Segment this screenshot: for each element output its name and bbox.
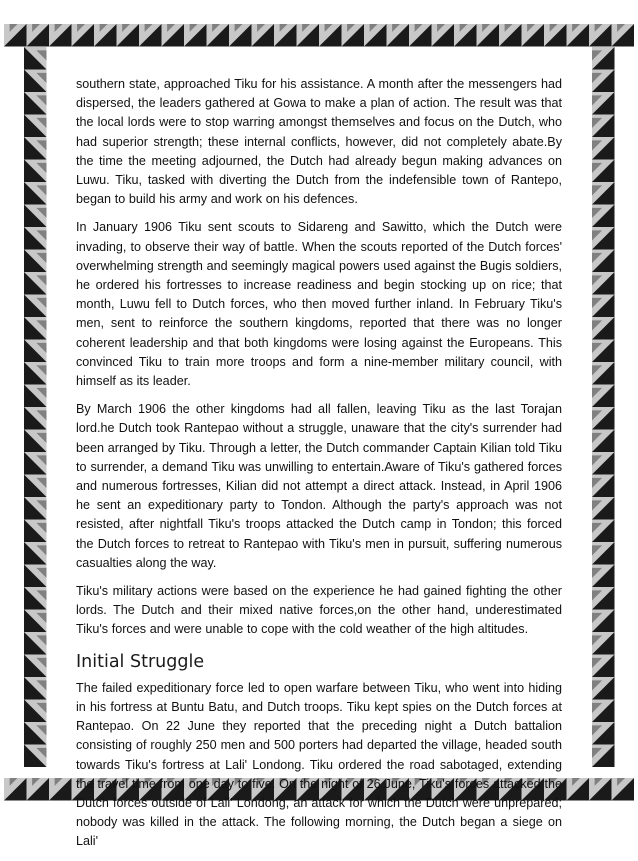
body-paragraph: The failed expeditionary force led to open warfare between Tiku, who went into hiding in his fortress at Buntu Batu, and Dutch troops. Tiku kept spies on the Dutch forces at Rantepao. On 22 June they reported that the preceding night a Dutch battalion consisting of roughly 250 men and 500 porters had departed the village, headed south towards Tiku's fortress at Lali' Londong. Tiku ordered the road sabotaged, extending the travel time from one day to five. On the night of 26 June, Tiku's forces attacked the Dutch forces outside of Lali' Londong, an attack for which the Dutch were unprepared; nobody was killed in the attack. The following morning, the Dutch began a siege on Lali' [76, 680, 562, 849]
border-left-pattern [24, 47, 47, 767]
document-body [76, 75, 562, 861]
body-paragraph: In January 1906 Tiku sent scouts to Sidareng and Sawitto, which the Dutch were invading, to observe their way of battle. When the scouts reported of the Dutch forces' overwhelming strength and seemingly magical powers used against the Bugis soldiers, he ordered his fortresses to increase readiness and begin stocking up on rice; that month, Luwu fell to Dutch forces, who then moved further inland. In February Tiku's men, sent to reinforce the southern kingdoms, reported that there was no longer coherent leadership and that both kingdoms were losing against the Europeans. This convinced Tiku to train more troops and form a nine-member military council, with himself as its leader. [76, 220, 562, 389]
body-paragraph: Tiku's military actions were based on the experience he had gained fighting the other lords. The Dutch and their mixed native forces,on the other hand, underestimated Tiku's forces and were unable to cope with the cold weather of the high altitudes. [76, 584, 562, 637]
border-right-pattern [592, 47, 615, 767]
body-paragraph: By March 1906 the other kingdoms had all fallen, leaving Tiku as the last Torajan lord.he Dutch took Rantepao without a struggle, unaware that the city's surrender had been arranged by Tiku. Through a letter, the Dutch commander Captain Kilian told Tiku to surrender, a demand Tiku was unwilling to entertain.Aware of Tiku's gathered forces and numerous fortresses, Kilian did not attempt a direct attack. Instead, in April 1906 he sent an expeditionary party to Tondon. Although the party's approach was not resisted, after nightfall Tiku's troops attacked the Dutch camp in Tondon; this forced the Dutch forces to retreat to Rantepao with Tiku's men in pursuit, suffering numerous casualties along the way. [76, 402, 562, 570]
section-heading: Initial Struggle [76, 651, 205, 672]
body-paragraph: southern state, approached Tiku for his assistance. A month after the messengers had dispersed, the leaders gathered at Gowa to make a plan of action. The result was that the local lords were to stop warring amongst themselves and focus on the Dutch, who had superior strength; these internal conflicts, however, did not completely abate.By the time the meeting adjourned, the Dutch had already begun making advances on Luwu. Tiku, tasked with diverting the Dutch from the indefensible town of Rantepo, began to build his army and work on his defences. [76, 77, 562, 207]
border-top-pattern [4, 24, 634, 47]
